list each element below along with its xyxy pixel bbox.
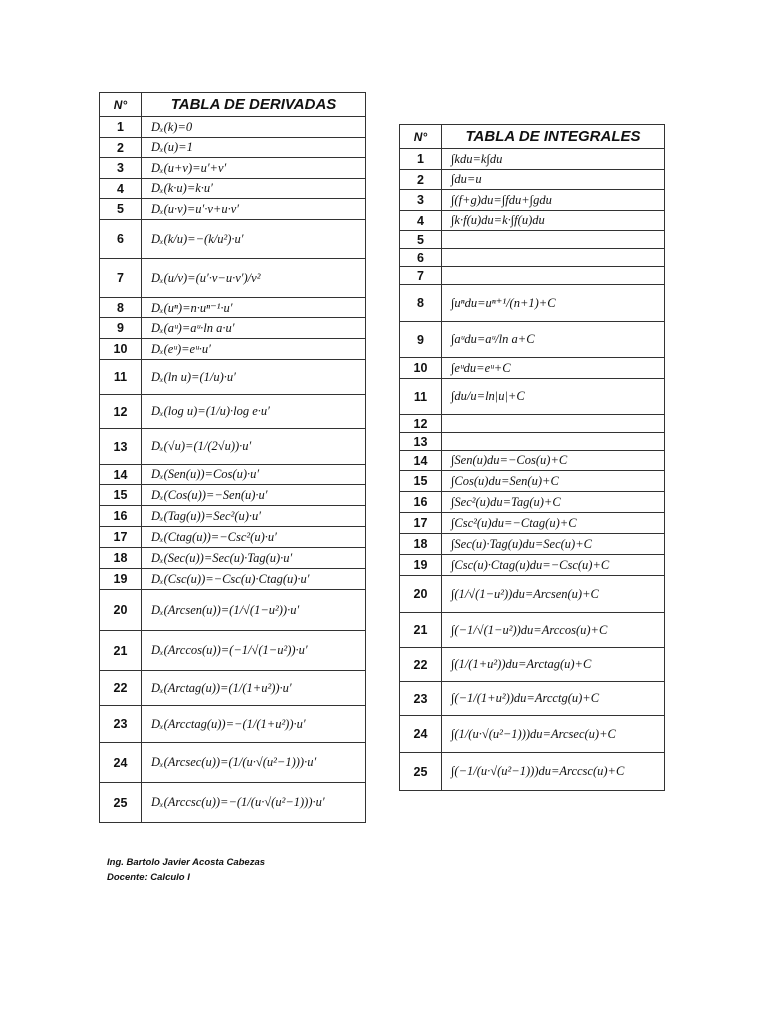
table-row (400, 285, 665, 322)
row-number: 15 (400, 471, 442, 492)
formula: ∫kdu=k∫du (442, 149, 665, 170)
table-row (400, 682, 665, 716)
row-number: 21 (400, 613, 442, 648)
table-row (100, 220, 366, 259)
row-number: 11 (400, 379, 442, 415)
table-row (100, 117, 366, 138)
table-row (400, 379, 665, 415)
row-number: 18 (100, 548, 142, 569)
formula: Dₓ(k·u)=k·u′ (142, 179, 366, 199)
table-row (400, 716, 665, 753)
table-row (100, 339, 366, 360)
table-row (100, 485, 366, 506)
row-number: 9 (400, 322, 442, 358)
formula: ∫Cos(u)du=Sen(u)+C (442, 471, 665, 492)
formula: ∫Csc²(u)du=−Ctag(u)+C (442, 513, 665, 534)
table-row (400, 576, 665, 613)
row-number: 5 (400, 231, 442, 249)
row-number: 24 (400, 716, 442, 753)
row-number: 1 (100, 117, 142, 138)
table-row (100, 429, 366, 465)
formula: ∫(−1/(u·√(u²−1)))du=Arccsc(u)+C (442, 753, 665, 791)
row-number: 6 (400, 249, 442, 267)
row-number: 7 (400, 267, 442, 285)
row-number: 2 (400, 170, 442, 190)
integrals-table (399, 124, 665, 791)
formula: ∫uⁿdu=uⁿ⁺¹/(n+1)+C (442, 285, 665, 322)
row-number: 18 (400, 534, 442, 555)
row-number: 14 (400, 451, 442, 471)
formula: Dₓ(u)=1 (142, 138, 366, 158)
table-row (400, 249, 665, 267)
row-number: 1 (400, 149, 442, 170)
formula: Dₓ(Tag(u))=Sec²(u)·u′ (142, 506, 366, 527)
table-row (100, 199, 366, 220)
formula: Dₓ(Arcsen(u))=(1/√(1−u²))·u′ (142, 590, 366, 631)
formula: ∫k·f(u)du=k·∫f(u)du (442, 211, 665, 231)
formula: Dₓ(Csc(u))=−Csc(u)·Ctag(u)·u′ (142, 569, 366, 590)
table-row (100, 259, 366, 298)
formula: ∫eᵘdu=eᵘ+C (442, 358, 665, 379)
formula: ∫Sec²(u)du=Tag(u)+C (442, 492, 665, 513)
formula: Dₓ(Sen(u))=Cos(u)·u′ (142, 465, 366, 485)
formula: ∫(1/√(1−u²))du=Arcsen(u)+C (442, 576, 665, 613)
formula: Dₓ(u·v)=u′·v+u·v′ (142, 199, 366, 220)
formula: Dₓ(k/u)=−(k/u²)·u′ (142, 220, 366, 259)
formula: ∫Csc(u)·Ctag(u)du=−Csc(u)+C (442, 555, 665, 576)
table-row (100, 506, 366, 527)
formula: ∫Sec(u)·Tag(u)du=Sec(u)+C (442, 534, 665, 555)
formula: Dₓ(uⁿ)=n·uⁿ⁻¹·u′ (142, 298, 366, 318)
formula: ∫du/u=ln|u|+C (442, 379, 665, 415)
row-number: 10 (100, 339, 142, 360)
table-row (400, 534, 665, 555)
table-row (400, 492, 665, 513)
row-number: 22 (100, 671, 142, 706)
table-row (400, 753, 665, 791)
formula: ∫Sen(u)du=−Cos(u)+C (442, 451, 665, 471)
table-row (400, 211, 665, 231)
table-row (100, 743, 366, 783)
formula: ∫aᵘdu=aᵘ/ln a+C (442, 322, 665, 358)
row-number: 4 (400, 211, 442, 231)
table-row (100, 631, 366, 671)
row-number: 17 (100, 527, 142, 548)
table-row (100, 527, 366, 548)
table-row (100, 360, 366, 395)
table-row (400, 555, 665, 576)
formula (442, 249, 665, 267)
table-row (400, 170, 665, 190)
row-number: 9 (100, 318, 142, 339)
formula: Dₓ(u/v)=(u′·v−u·v′)/v² (142, 259, 366, 298)
row-number: 19 (100, 569, 142, 590)
row-number: 25 (100, 783, 142, 823)
row-number: 12 (100, 395, 142, 429)
formula: Dₓ(Ctag(u))=−Csc²(u)·u′ (142, 527, 366, 548)
formula: Dₓ(Arccos(u))=(−1/√(1−u²))·u′ (142, 631, 366, 671)
table-row (100, 138, 366, 158)
table-row (400, 415, 665, 433)
formula: ∫du=u (442, 170, 665, 190)
formula: Dₓ(√u)=(1/(2√u))·u′ (142, 429, 366, 465)
table-row (400, 613, 665, 648)
formula (442, 231, 665, 249)
row-number: 5 (100, 199, 142, 220)
formula (442, 267, 665, 285)
table-row (100, 706, 366, 743)
row-number: 3 (400, 190, 442, 211)
table-row (100, 298, 366, 318)
table-row (100, 179, 366, 199)
row-number: 17 (400, 513, 442, 534)
author-name: Ing. Bartolo Javier Acosta Cabezas (107, 857, 266, 868)
row-number: 4 (100, 179, 142, 199)
row-number: 20 (100, 590, 142, 631)
author-role: Docente: Calculo I (107, 872, 190, 883)
formula: ∫(1/(u·√(u²−1)))du=Arcsec(u)+C (442, 716, 665, 753)
formula: Dₓ(Cos(u))=−Sen(u)·u′ (142, 485, 366, 506)
row-number: 6 (100, 220, 142, 259)
formula: Dₓ(Arcsec(u))=(1/(u·√(u²−1)))·u′ (142, 743, 366, 783)
table-row (400, 513, 665, 534)
table-row (100, 548, 366, 569)
table-row (100, 158, 366, 179)
row-number: 21 (100, 631, 142, 671)
formula (442, 433, 665, 451)
integrals-number-header: N° (400, 125, 442, 149)
formula: Dₓ(ln u)=(1/u)·u′ (142, 360, 366, 395)
row-number: 8 (100, 298, 142, 318)
formula: Dₓ(Arcctag(u))=−(1/(1+u²))·u′ (142, 706, 366, 743)
row-number: 8 (400, 285, 442, 322)
table-row (400, 358, 665, 379)
table-row (100, 671, 366, 706)
formula: ∫(−1/(1+u²))du=Arcctg(u)+C (442, 682, 665, 716)
table-row (400, 451, 665, 471)
table-row (400, 190, 665, 211)
derivatives-number-header: N° (100, 93, 142, 117)
formula: Dₓ(Sec(u))=Sec(u)·Tag(u)·u′ (142, 548, 366, 569)
formula: Dₓ(Arctag(u))=(1/(1+u²))·u′ (142, 671, 366, 706)
row-number: 12 (400, 415, 442, 433)
row-number: 23 (400, 682, 442, 716)
row-number: 20 (400, 576, 442, 613)
row-number: 10 (400, 358, 442, 379)
formula: ∫(f+g)du=∫fdu+∫gdu (442, 190, 665, 211)
table-row (100, 783, 366, 823)
row-number: 22 (400, 648, 442, 682)
row-number: 19 (400, 555, 442, 576)
formula (442, 415, 665, 433)
row-number: 13 (400, 433, 442, 451)
table-row (100, 569, 366, 590)
table-row (100, 465, 366, 485)
formula: Dₓ(k)=0 (142, 117, 366, 138)
row-number: 15 (100, 485, 142, 506)
derivatives-title: TABLA DE DERIVADAS (142, 93, 366, 117)
row-number: 2 (100, 138, 142, 158)
row-number: 25 (400, 753, 442, 791)
integrals-title: TABLA DE INTEGRALES (442, 125, 665, 149)
row-number: 13 (100, 429, 142, 465)
row-number: 3 (100, 158, 142, 179)
formula: Dₓ(aᵘ)=aᵘ·ln a·u′ (142, 318, 366, 339)
table-row (400, 267, 665, 285)
formula: Dₓ(eᵘ)=eᵘ·u′ (142, 339, 366, 360)
table-row (400, 648, 665, 682)
row-number: 16 (400, 492, 442, 513)
row-number: 23 (100, 706, 142, 743)
table-row (400, 471, 665, 492)
row-number: 11 (100, 360, 142, 395)
row-number: 24 (100, 743, 142, 783)
row-number: 14 (100, 465, 142, 485)
table-row (100, 590, 366, 631)
formula: Dₓ(log u)=(1/u)·log e·u′ (142, 395, 366, 429)
table-row (400, 231, 665, 249)
table-row (400, 322, 665, 358)
row-number: 7 (100, 259, 142, 298)
table-row (100, 395, 366, 429)
table-row (400, 149, 665, 170)
formula: Dₓ(Arccsc(u))=−(1/(u·√(u²−1)))·u′ (142, 783, 366, 823)
table-row (100, 318, 366, 339)
row-number: 16 (100, 506, 142, 527)
derivatives-table (99, 92, 366, 823)
formula: Dₓ(u+v)=u′+v′ (142, 158, 366, 179)
footer (107, 855, 265, 885)
table-row (400, 433, 665, 451)
formula: ∫(1/(1+u²))du=Arctag(u)+C (442, 648, 665, 682)
formula: ∫(−1/√(1−u²))du=Arccos(u)+C (442, 613, 665, 648)
